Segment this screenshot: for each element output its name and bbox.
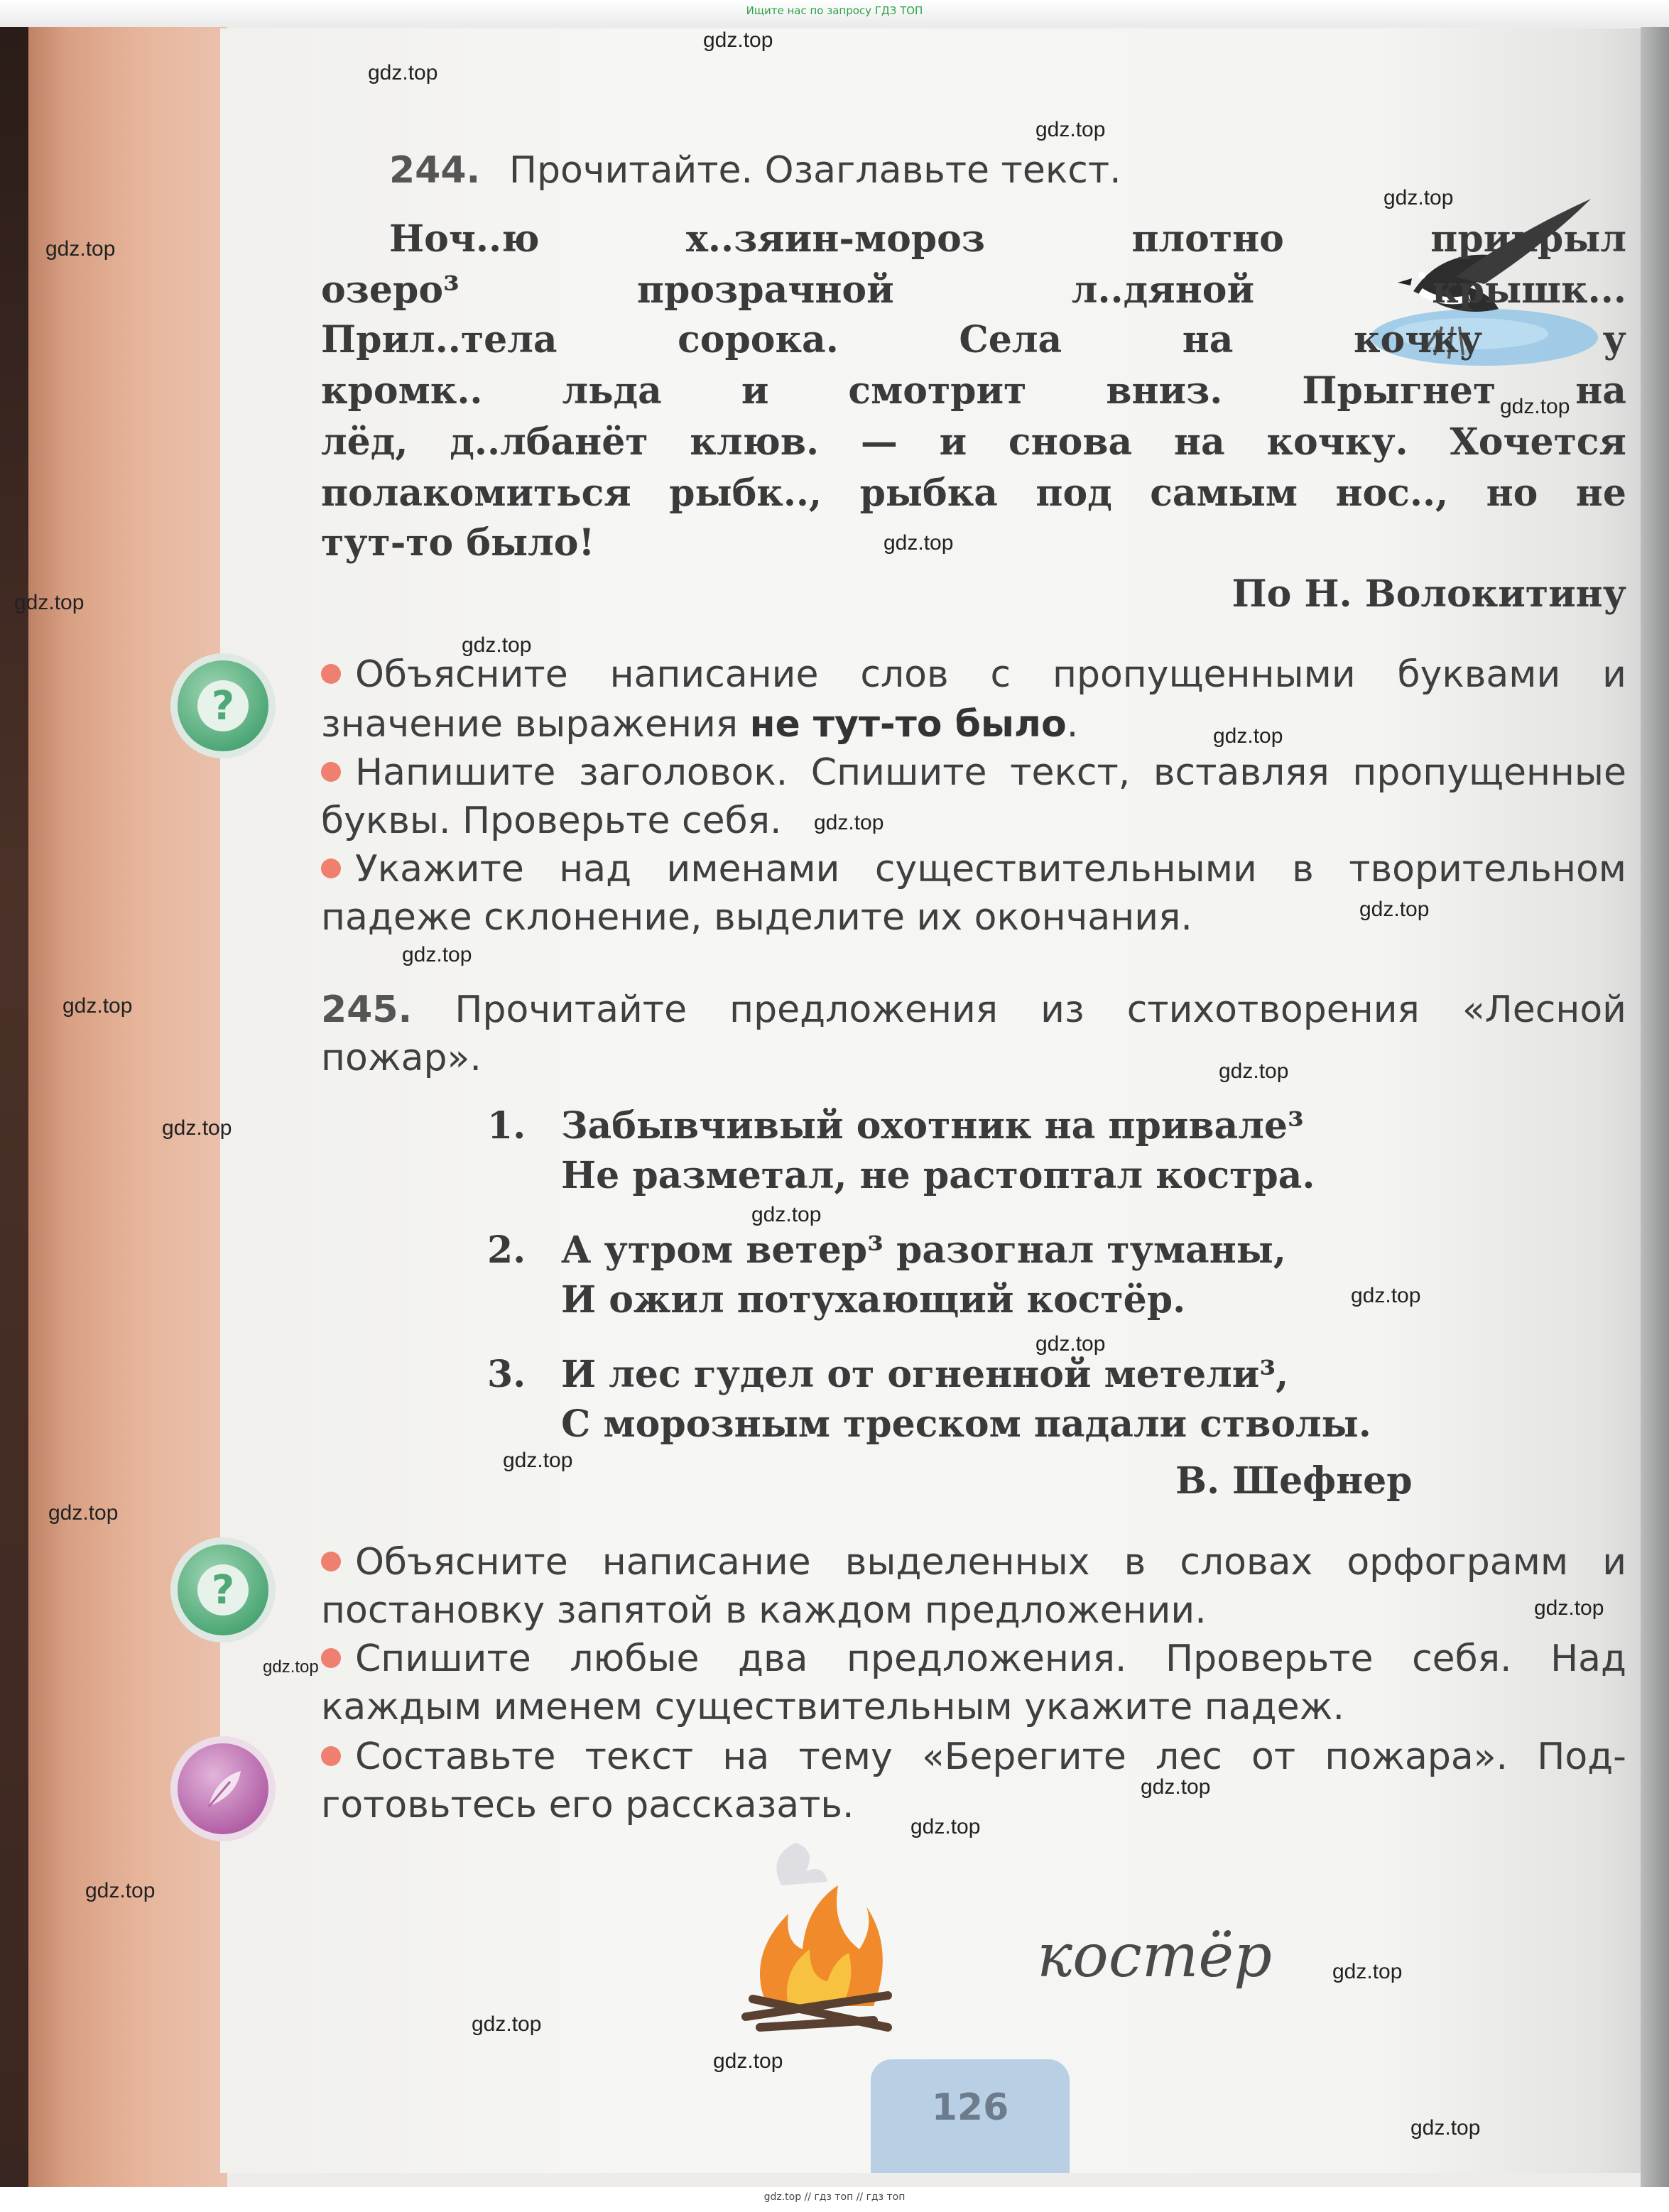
word: и bbox=[1602, 1541, 1626, 1584]
watermark-text: gdz.top bbox=[1219, 1059, 1289, 1083]
task244-3-line1 bbox=[321, 848, 1626, 890]
watermark-text: gdz.top bbox=[85, 1879, 156, 1902]
word: льда bbox=[562, 369, 662, 413]
ex244-text-line bbox=[389, 217, 1626, 261]
watermark-text: gdz.top bbox=[462, 633, 532, 657]
bullet-icon bbox=[321, 664, 341, 684]
word: плотно bbox=[1131, 217, 1284, 261]
word: снова bbox=[1008, 420, 1133, 464]
task244-2-line2: буквы. Проверьте себя. bbox=[321, 800, 782, 842]
word: орфограмм bbox=[1347, 1541, 1569, 1584]
word: Прочитайте bbox=[455, 988, 687, 1031]
word: из bbox=[1040, 988, 1084, 1031]
word: стихотворения bbox=[1126, 988, 1420, 1031]
feather-icon bbox=[198, 1764, 248, 1814]
watermark-text: gdz.top bbox=[48, 1501, 119, 1525]
word: у bbox=[1602, 318, 1626, 361]
ex245-author: В. Шефнер bbox=[1175, 1459, 1413, 1503]
word: Под- bbox=[1537, 1736, 1626, 1778]
word: написание bbox=[609, 653, 819, 696]
watermark-text: gdz.top bbox=[162, 1116, 232, 1140]
task245-3-line2: готовьтесь его рассказать. bbox=[321, 1784, 854, 1826]
poem-number: 2. bbox=[487, 1228, 526, 1272]
watermark-text: gdz.top bbox=[1410, 2116, 1481, 2140]
watermark-text: gdz.top bbox=[814, 811, 884, 834]
task-text: значение выражения bbox=[321, 703, 750, 746]
word: и bbox=[939, 420, 967, 464]
word: смотрит bbox=[848, 369, 1027, 413]
watermark-text: gdz.top bbox=[884, 531, 954, 555]
watermark-text: gdz.top bbox=[368, 61, 438, 85]
word: творительном bbox=[1349, 848, 1626, 890]
watermark-text: gdz.top bbox=[45, 237, 116, 261]
word: любые bbox=[570, 1638, 700, 1680]
poem-line: И лес гудел от огненной метели³, bbox=[561, 1353, 1289, 1396]
page-right-edge bbox=[1641, 21, 1669, 2201]
word: прозрачной bbox=[636, 268, 894, 312]
word: Напишите bbox=[321, 751, 555, 794]
word: себя. bbox=[1412, 1638, 1512, 1680]
word: существительными bbox=[874, 848, 1257, 890]
word: самым bbox=[1150, 472, 1298, 515]
question-icon: ? bbox=[178, 660, 268, 751]
word: Прыгнет bbox=[1302, 369, 1496, 413]
word: под bbox=[1035, 472, 1112, 515]
word: «Берегите bbox=[921, 1736, 1126, 1778]
poem-line: Забывчивый охотник на привале³ bbox=[561, 1104, 1304, 1148]
task245-2-line1 bbox=[321, 1638, 1626, 1680]
watermark-text: gdz.top bbox=[14, 591, 85, 614]
poem-number: 1. bbox=[487, 1104, 526, 1148]
word: кромк.. bbox=[321, 369, 483, 413]
word: х..зяин-мороз bbox=[685, 217, 985, 261]
task245-1-line2: постановку запятой в каждом предложении. bbox=[321, 1589, 1207, 1632]
word: от bbox=[1251, 1736, 1296, 1778]
task-text: . bbox=[1066, 703, 1079, 746]
question-icon: ? bbox=[178, 1544, 268, 1635]
word: Спишите bbox=[321, 1638, 531, 1680]
word: два bbox=[738, 1638, 808, 1680]
task244-1-line1 bbox=[321, 653, 1626, 696]
word: выделенных bbox=[844, 1541, 1090, 1584]
ex244-text-line bbox=[321, 318, 1626, 361]
word: Спишите bbox=[810, 751, 987, 794]
ex244-author: По Н. Волокитину bbox=[1232, 572, 1626, 616]
watermark-text: gdz.top bbox=[1383, 186, 1454, 209]
watermark-text: gdz.top bbox=[1332, 1960, 1403, 1983]
poem-line: Не разметал, не растоптал костра. bbox=[561, 1154, 1315, 1197]
word: не bbox=[1575, 472, 1626, 515]
word: словах bbox=[1180, 1541, 1313, 1584]
watermark-text: gdz.top bbox=[1141, 1775, 1211, 1799]
word: Проверьте bbox=[1165, 1638, 1374, 1680]
word: текст bbox=[585, 1736, 694, 1778]
word: над bbox=[559, 848, 632, 890]
word: — bbox=[860, 420, 898, 464]
word: пропущенные bbox=[1352, 751, 1626, 794]
word: сорока. bbox=[678, 318, 839, 361]
watermark-text: gdz.top bbox=[1351, 1284, 1421, 1307]
task245-2-line2: каждым именем существительным укажите падеж. bbox=[321, 1686, 1344, 1728]
ex244-task: Прочитайте. Озаглавьте текст. bbox=[509, 149, 1121, 192]
ex244-text-line bbox=[321, 472, 1626, 515]
word: вставляя bbox=[1153, 751, 1330, 794]
task244-2-line1 bbox=[321, 751, 1626, 794]
watermark-text: gdz.top bbox=[1035, 118, 1106, 141]
ex244-text-line bbox=[321, 420, 1626, 464]
word: написание bbox=[602, 1541, 811, 1584]
watermark-text: gdz.top bbox=[1534, 1596, 1604, 1620]
bullet-icon bbox=[321, 1746, 341, 1766]
word: предложения bbox=[729, 988, 999, 1031]
watermark-text: gdz.top bbox=[1213, 724, 1283, 748]
illustration-caption: костёр bbox=[1037, 1921, 1272, 1990]
word: л..дяной bbox=[1071, 268, 1255, 312]
word: и bbox=[741, 369, 769, 413]
bullet-icon bbox=[321, 762, 341, 782]
watermark-text: gdz.top bbox=[1359, 898, 1430, 921]
word: Ноч..ю bbox=[389, 217, 540, 261]
ex244-text-line bbox=[321, 369, 1626, 413]
word: но bbox=[1486, 472, 1538, 515]
ex245-task-line1 bbox=[321, 988, 1626, 1031]
word: Села bbox=[959, 318, 1062, 361]
word: заголовок. bbox=[579, 751, 788, 794]
word: на bbox=[1173, 420, 1225, 464]
word: Объясните bbox=[321, 653, 568, 696]
word: «Лесной bbox=[1462, 988, 1626, 1031]
word: Объясните bbox=[321, 1541, 568, 1584]
word: Укажите bbox=[321, 848, 524, 890]
watermark-text: gdz.top bbox=[713, 2049, 783, 2073]
ex244-text-line bbox=[321, 268, 1626, 312]
poem-line: И ожил потухающий костёр. bbox=[561, 1278, 1186, 1322]
word: прикрыл bbox=[1430, 217, 1626, 261]
task245-3-line1 bbox=[321, 1736, 1626, 1778]
ex245-task-line2: пожар». bbox=[321, 1037, 482, 1079]
word: буквами bbox=[1397, 653, 1561, 696]
task245-1-line1 bbox=[321, 1541, 1626, 1584]
footer-note: gdz.top // гдз топ // гдз топ bbox=[763, 2191, 906, 2203]
book-spine-shadow bbox=[0, 21, 28, 2194]
watermark-text: gdz.top bbox=[472, 2012, 542, 2036]
word: пропущенными bbox=[1052, 653, 1356, 696]
bullet-icon bbox=[321, 1552, 341, 1571]
campfire-illustration bbox=[717, 1829, 916, 2042]
word: кочку. bbox=[1266, 420, 1408, 464]
bullet-icon bbox=[321, 1648, 341, 1668]
word: на bbox=[1182, 318, 1234, 361]
word: в bbox=[1124, 1541, 1146, 1584]
word: д..лбанёт bbox=[450, 420, 648, 464]
word: вниз. bbox=[1106, 369, 1223, 413]
task244-1-line2 bbox=[321, 703, 1078, 746]
ex244-heading bbox=[389, 149, 1121, 192]
word: рыбка bbox=[859, 472, 998, 515]
watermark-text: gdz.top bbox=[62, 994, 133, 1018]
word: с bbox=[990, 653, 1011, 696]
task244-3-line2: падеже склонение, выделите их окончания. bbox=[321, 896, 1192, 939]
word: именами bbox=[666, 848, 840, 890]
ex244-number: 244. bbox=[389, 149, 481, 192]
word: предложения. bbox=[847, 1638, 1127, 1680]
word: Хочется bbox=[1450, 420, 1626, 464]
word: полакомиться bbox=[321, 472, 631, 515]
watermark-text: gdz.top bbox=[263, 1657, 319, 1677]
word: нос.., bbox=[1335, 472, 1449, 515]
page-number: 126 bbox=[931, 2086, 1009, 2129]
word: кочку bbox=[1353, 318, 1483, 361]
word: лёд, bbox=[321, 420, 408, 464]
word: пожара». bbox=[1325, 1736, 1508, 1778]
poem-line: А утром ветер³ разогнал туманы, bbox=[561, 1228, 1287, 1272]
book-spine bbox=[0, 21, 227, 2194]
word: рыбк.., bbox=[669, 472, 822, 515]
word: в bbox=[1292, 848, 1314, 890]
watermark-text: gdz.top bbox=[910, 1815, 981, 1838]
word: Прил..тела bbox=[321, 318, 558, 361]
watermark-text: gdz.top bbox=[402, 943, 472, 966]
word: крышк... bbox=[1432, 268, 1626, 312]
watermark-text: gdz.top bbox=[751, 1203, 822, 1226]
feather-pen-icon bbox=[178, 1743, 268, 1834]
ex245-number: 245. bbox=[321, 988, 413, 1031]
word: озеро³ bbox=[321, 268, 460, 312]
word: текст, bbox=[1010, 751, 1131, 794]
watermark-text: gdz.top bbox=[1500, 395, 1570, 418]
poem-number: 3. bbox=[487, 1353, 526, 1396]
watermark-text: gdz.top bbox=[703, 28, 773, 52]
word: Составьте bbox=[321, 1736, 555, 1778]
word: на bbox=[1575, 369, 1626, 413]
ex244-last-line: тут-то было! bbox=[321, 521, 595, 565]
poem-line: С морозным треском падали стволы. bbox=[561, 1402, 1371, 1446]
watermark-text: gdz.top bbox=[1035, 1332, 1106, 1356]
word: слов bbox=[860, 653, 949, 696]
bullet-icon bbox=[321, 859, 341, 878]
highlighted-phrase: не тут-то было bbox=[749, 703, 1067, 746]
header-note: Ищите нас по запросу ГДЗ ТОП bbox=[746, 4, 923, 17]
word: и bbox=[1602, 653, 1626, 696]
word: лес bbox=[1156, 1736, 1222, 1778]
watermark-text: gdz.top bbox=[503, 1449, 573, 1472]
word: тему bbox=[798, 1736, 893, 1778]
word: клюв. bbox=[690, 420, 820, 464]
word: Над bbox=[1550, 1638, 1626, 1680]
word: на bbox=[722, 1736, 770, 1778]
